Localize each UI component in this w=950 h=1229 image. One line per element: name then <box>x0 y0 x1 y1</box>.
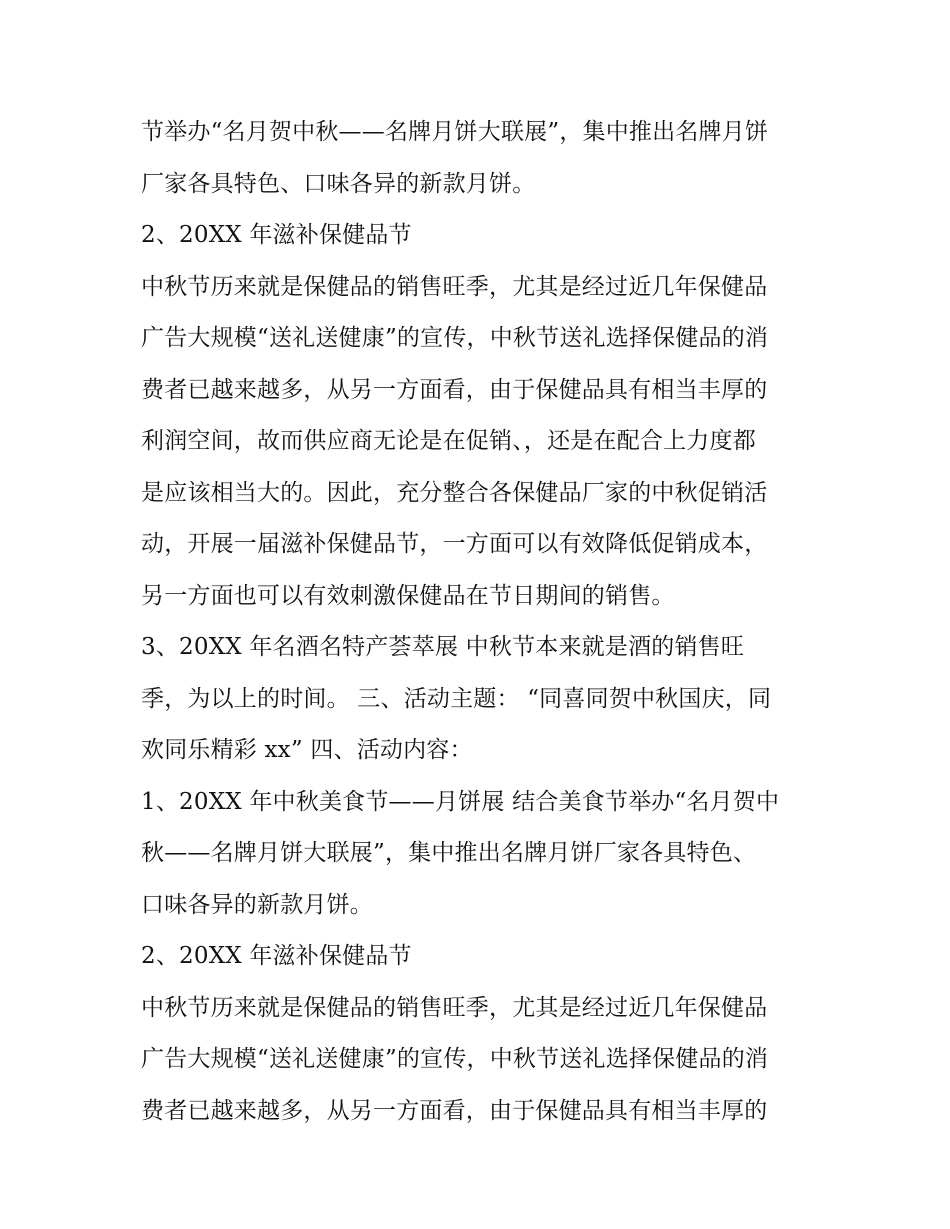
text-line: 费者已越来越多，从另一方面看，由于保健品具有相当丰厚的 <box>141 1097 768 1124</box>
text-line: 费者已越来越多，从另一方面看，由于保健品具有相当丰厚的 <box>141 376 768 403</box>
text-line: 广告大规模“送礼送健康”的宣传，中秋节送礼选择保健品的消 <box>141 1046 769 1072</box>
text-line: 欢同乐精彩 xx” 四、活动内容： <box>141 737 473 763</box>
text-line: 另一方面也可以有效刺激保健品在节日期间的销售。 <box>141 582 675 609</box>
section-heading: 2、20XX 年滋补保健品节 <box>141 222 412 248</box>
text-line: 是应该相当大的。因此，充分整合各保健品厂家的中秋促销活 <box>141 479 768 506</box>
text-line: 季，为以上的时间。 三、活动主题： “同喜同贺中秋国庆，同 <box>141 685 772 712</box>
text-line: 动，开展一届滋补保健品节，一方面可以有效降低促销成本， <box>141 531 768 557</box>
text-line: 利润空间，故而供应商无论是在促销、，还是在配合上力度都 <box>141 428 756 454</box>
text-line: 厂家各具特色、口味各异的新款月饼。 <box>141 170 536 197</box>
section-heading: 1、20XX 年中秋美食节——月饼展 结合美食节举办“名月贺中 <box>141 788 780 815</box>
text-line: 口味各异的新款月饼。 <box>141 891 373 918</box>
text-line: 广告大规模“送礼送健康”的宣传，中秋节送礼选择保健品的消 <box>141 325 769 351</box>
text-line: 中秋节历来就是保健品的销售旺季，尤其是经过近几年保健品 <box>141 994 768 1021</box>
text-line: 节举办“名月贺中秋——名牌月饼大联展”，集中推出名牌月饼 <box>141 119 769 145</box>
document-body <box>141 107 821 1137</box>
section-heading: 3、20XX 年名酒名特产荟萃展 中秋节本来就是酒的销售旺 <box>141 634 745 660</box>
section-heading: 2、20XX 年滋补保健品节 <box>141 943 412 969</box>
text-line: 中秋节历来就是保健品的销售旺季，尤其是经过近几年保健品 <box>141 273 768 300</box>
text-line: 秋——名牌月饼大联展”，集中推出名牌月饼厂家各具特色、 <box>141 840 757 866</box>
